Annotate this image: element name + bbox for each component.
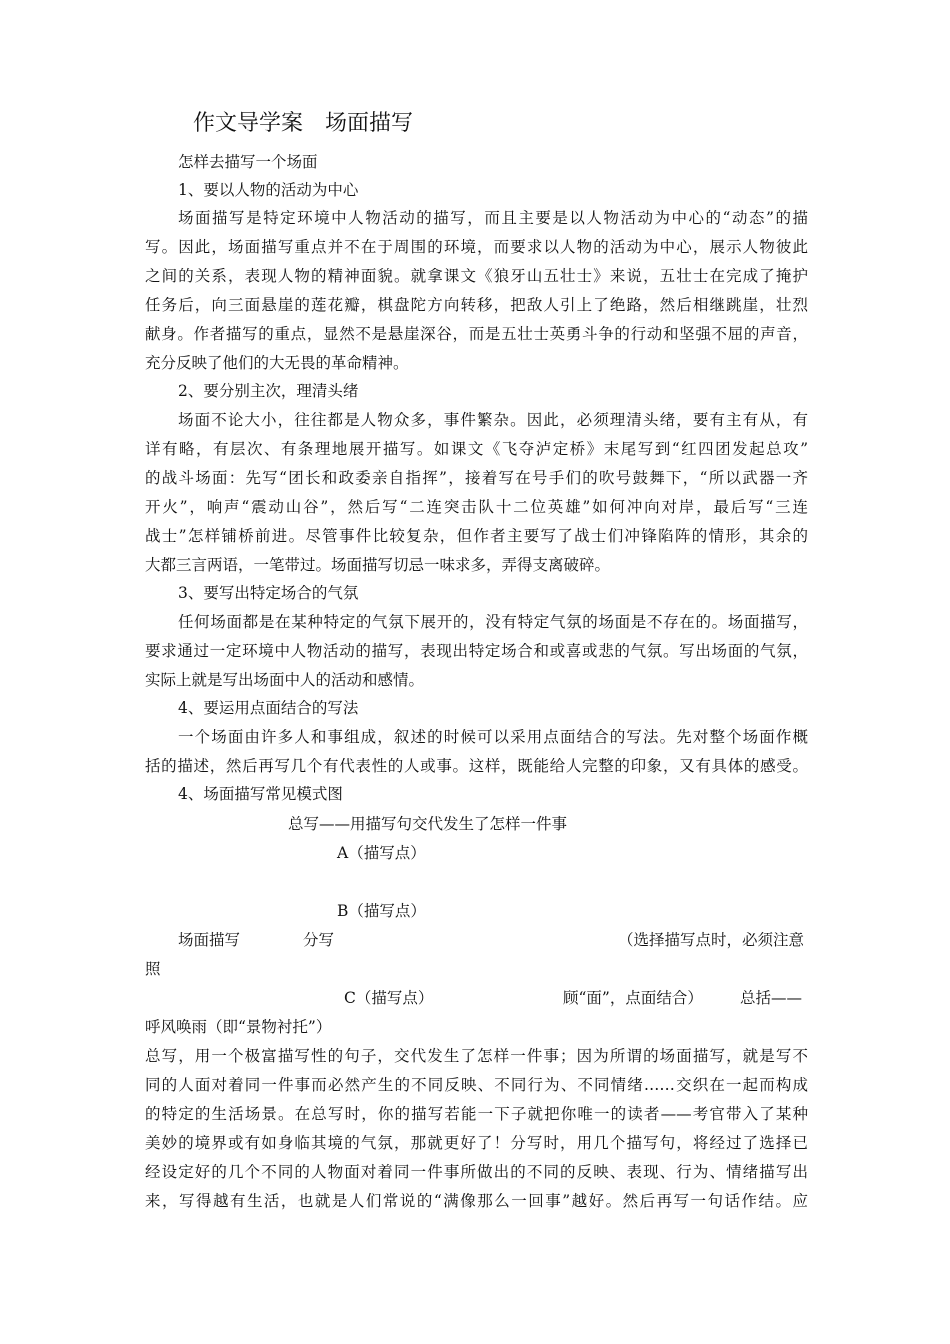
paragraph-1-line: 献身。作者描写的重点，显然不是悬崖深谷，而是五壮士英勇斗争的行动和坚强不屈的声音， [145,325,808,343]
paragraph-1-line: 写。因此，场面描写重点并不在于周围的环境，而要求以人物的活动为中心，展示人物彼此 [145,238,808,256]
title-part-2: 场面描写 [325,111,414,136]
diagram-note-1: （选择描写点时，必须注意 [618,931,805,949]
diagram-summary-end-cont: 呼风唤雨（即“景物衬托”） [145,1018,332,1036]
title-part-1: 作文导学案 [193,111,304,136]
diagram-point-c: C（描写点） [344,989,434,1007]
paragraph-2-line: 详有略，有层次、有条理地展开描写。如课文《飞夺泸定桥》末尾写到“红四团发起总攻” [145,440,808,458]
paragraph-5-line: 的特定的生活场景。在总写时，你的描写若能一下子就把你唯一的读者——考官带入了某种 [145,1105,808,1123]
diagram-note-2: 顾“面”，点面结合） [563,989,703,1007]
paragraph-5-line: 同的人面对着同一件事而必然产生的不同反映、不同行为、不同情绪……交织在一起而构成 [145,1076,808,1094]
heading-3: 3、要写出特定场合的气氛 [178,584,359,602]
paragraph-3-line: 实际上就是写出场面中人的活动和感情。 [145,671,425,689]
diagram-label-mid: 分写 [303,931,335,949]
heading-5: 4、场面描写常见模式图 [178,785,343,803]
paragraph-5-line: 总写，用一个极富描写性的句子，交代发生了怎样一件事；因为所谓的场面描写，就是写不 [145,1047,808,1065]
diagram-summary-end: 总括—— [740,989,803,1007]
heading-1: 1、要以人物的活动为中心 [178,181,359,199]
paragraph-2-line: 场面不论大小，往往都是人物众多，事件繁杂。因此，必须理清头绪，要有主有从，有 [178,411,808,429]
paragraph-3-line: 任何场面都是在某种特定的气氛下展开的，没有特定气氛的场面是不存在的。场面描写， [178,613,808,631]
paragraph-5-line: 美妙的境界或有如身临其境的气氛，那就更好了！分写时，用几个描写句，将经过了选择已 [145,1134,808,1152]
paragraph-2-line: 开火”，响声“震动山谷”，然后写“二连突击队十二位英雄”如何冲向对岸，最后写“三连 [145,498,808,516]
section-intro: 怎样去描写一个场面 [178,153,318,171]
paragraph-1-line: 场面描写是特定环境中人物活动的描写，而且主要是以人物活动为中心的“动态”的描 [178,209,808,227]
paragraph-3-line: 要求通过一定环境中人物活动的描写，表现出特定场合和或喜或悲的气氛。写出场面的气氛， [145,642,808,660]
paragraph-5-line: 经设定好的几个不同的人物面对着同一件事所做出的不同的反映、表现、行为、情绪描写出 [145,1163,808,1181]
paragraph-1-line: 之间的关系，表现人物的精神面貌。就拿课文《狼牙山五壮士》来说，五壮士在完成了掩护 [145,267,808,285]
paragraph-2-line: 战士”怎样铺桥前进。尽管事件比较复杂，但作者主要写了战士们冲锋陷阵的情形，其余的 [145,527,808,545]
diagram-point-b: B（描写点） [337,902,426,920]
paragraph-2-line: 的战斗场面：先写“团长和政委亲自指挥”，接着写在号手们的吹号鼓舞下，“所以武器一齐 [145,469,808,487]
paragraph-4-line: 括的描述，然后再写几个有代表性的人或事。这样，既能给人完整的印象，又有具体的感受。 [145,757,808,775]
heading-4: 4、要运用点面结合的写法 [178,699,359,717]
diagram-label-left: 场面描写 [178,931,241,949]
paragraph-5-line: 来，写得越有生活，也就是人们常说的“满像那么一回事”越好。然后再写一句话作结。应 [145,1192,808,1210]
paragraph-2-line: 大都三言两语，一笔带过。场面描写切忌一味求多，弄得支离破碎。 [145,556,611,574]
diagram-summary-top: 总写——用描写句交代发生了怎样一件事 [288,815,568,833]
document-title [193,110,413,138]
paragraph-4-line: 一个场面由许多人和事组成，叙述的时候可以采用点面结合的写法。先对整个场面作概 [178,728,808,746]
paragraph-1-line: 任务后，向三面悬崖的莲花瓣，棋盘陀方向转移，把敌人引上了绝路，然后相继跳崖，壮烈 [145,296,808,314]
diagram-point-a: A（描写点） [337,844,426,862]
heading-2: 2、要分别主次，理清头绪 [178,382,359,400]
paragraph-1-line: 充分反映了他们的大无畏的革命精神。 [145,354,409,372]
diagram-note-1-cont: 照 [145,960,161,978]
